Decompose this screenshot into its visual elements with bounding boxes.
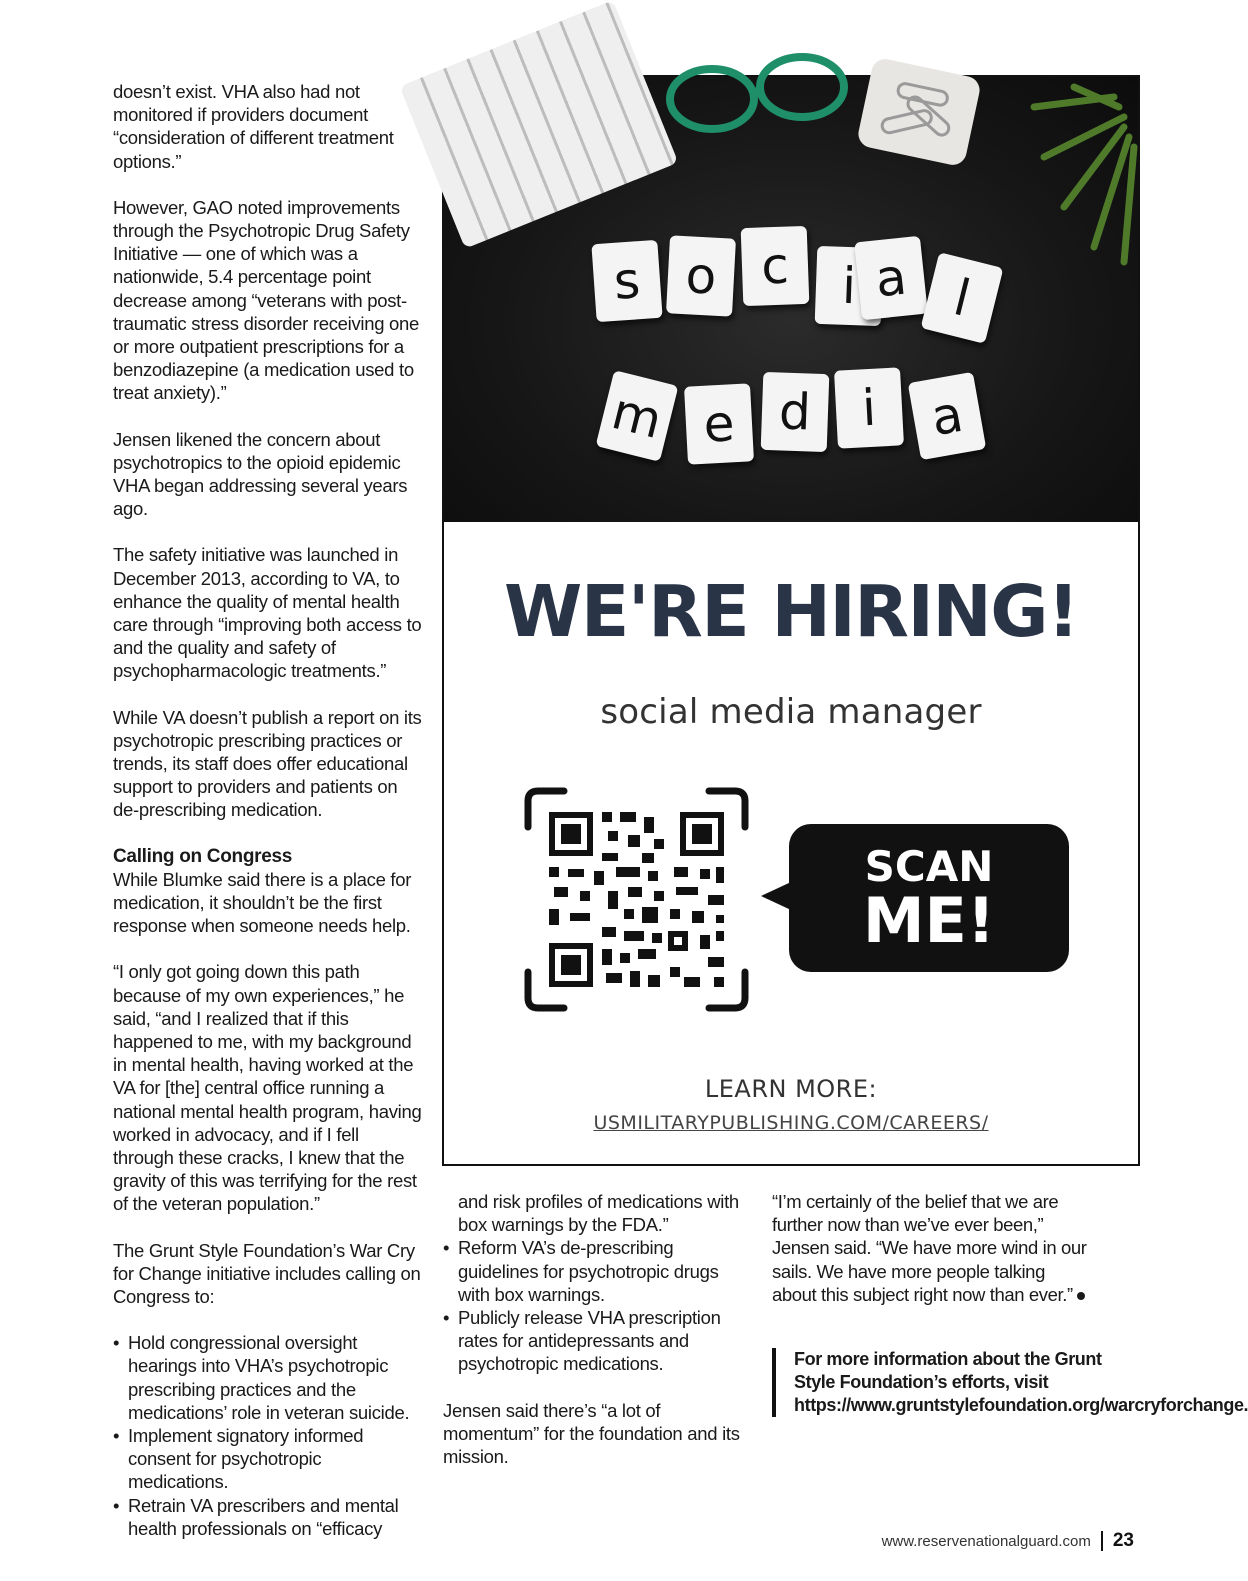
paragraph: While Blumke said there is a place for medication, it shouldn’t be the first response when someone needs help.: [113, 868, 412, 937]
left-column: [113, 80, 423, 1540]
bullet-list: [113, 1331, 423, 1540]
paperclip-icon: [856, 57, 982, 168]
list-item: • Reform VA’s de-prescribing guidelines for psychotropic drugs with box warnings.: [443, 1236, 753, 1306]
end-of-article-icon: [1077, 1292, 1085, 1300]
letter-tile: e: [684, 383, 754, 464]
qr-code[interactable]: [524, 787, 749, 1012]
middle-column: [443, 1190, 753, 1491]
bullet-continuation: and risk profiles of medications with box warnings by the FDA.”: [458, 1191, 739, 1236]
quote-text: “I’m certainly of the belief that we are further now than we’ve ever been,” Jensen said. “We have more wind in our sails. We have more people talking about this subject right now than ever.”: [772, 1191, 1087, 1305]
me-label: ME!: [862, 884, 996, 957]
list-item: • Implement signatory informed consent for psychotropic medications.: [113, 1424, 423, 1494]
paragraph: Jensen said there’s “a lot of momentum” for the foundation and its mission.: [443, 1399, 740, 1468]
qr-code-icon: [524, 787, 749, 1012]
social-media-photo: [444, 77, 1138, 522]
list-item: • Retrain VA prescribers and mental health professionals on “efficacy: [113, 1494, 423, 1540]
letter-tile: i: [815, 246, 884, 326]
footer-website[interactable]: www.reservenationalguard.com: [881, 1532, 1091, 1550]
bullet-list: [443, 1236, 753, 1375]
letter-tile: c: [741, 226, 810, 306]
paragraph: The safety initiative was launched in December 2013, according to VA, to enhance the quality of mental health care through “improving both access to and the quality and safety of psychopharmacologic treatments.”: [113, 544, 422, 682]
hiring-headline: WE'RE HIRING!: [504, 570, 1078, 653]
plant-icon: [1004, 77, 1138, 267]
ad-content: [444, 522, 1138, 1164]
job-role: social media manager: [600, 692, 982, 732]
paragraph: The Grunt Style Foundation’s War Cry for Change initiative includes calling on Congress to:: [113, 1239, 421, 1307]
list-item: • Hold congressional oversight hearings into VHA’s psychotropic prescribing practices and the medications’ role in veteran suicide.: [113, 1331, 423, 1424]
letter-tile: d: [761, 372, 830, 452]
right-column: [772, 1190, 1092, 1306]
careers-link[interactable]: USMILITARYPUBLISHING.COM/CAREERS/: [593, 1112, 989, 1134]
paragraph: doesn’t exist. VHA also had not monitored if providers document “consideration of different treatment options.”: [113, 81, 394, 172]
list-item: • Publicly release VHA prescription rates for antidepressants and psychotropic medications.: [443, 1306, 753, 1376]
letter-tile: l: [921, 252, 1004, 344]
scan-label: SCAN: [864, 842, 994, 891]
scan-me-bubble: [789, 824, 1069, 972]
letter-tile: o: [666, 235, 736, 316]
paragraph: While VA doesn’t publish a report on its psychotropic prescribing practices or trends, its staff does offer educational support to providers and patients on de-prescribing medication.: [113, 706, 422, 821]
letter-tile: i: [834, 367, 904, 448]
learn-more-label: LEARN MORE:: [704, 1075, 878, 1103]
more-info-callout[interactable]: For more information about the Grunt Style Foundation’s efforts, visit https://www.gruntstylefoundation.org/warcryforchange.: [772, 1348, 1114, 1417]
paragraph: Jensen likened the concern about psychotropics to the opioid epidemic VHA began addressing several years ago.: [113, 428, 408, 520]
letter-tile: s: [591, 240, 662, 322]
page-footer: [882, 1530, 1134, 1552]
keyboard-illustration: [400, 0, 679, 248]
paragraph: “I only got going down this path because of my own experiences,” he said, “and I realized that if this happened to me, with my background in mental health, having worked at the VA for [the] central office running a national mental health program, having worked in advocacy, and if I fell through these cracks, I knew that the gravity of this was terrifying for the rest of the veteran population.”: [113, 961, 422, 1215]
page-number: 23: [1112, 1530, 1134, 1551]
letter-tile: a: [854, 236, 928, 320]
hiring-advertisement: [442, 75, 1140, 1166]
letter-tile: m: [596, 370, 679, 462]
paragraph: However, GAO noted improvements through the Psychotropic Drug Safety Initiative — one of which was a nationwide, 5.4 percentage point decrease among “veterans with post-traumatic stress disorder receiving one or more outpatient prescriptions for a benzodiazepine (a medication used to treat anxiety).”: [113, 196, 420, 404]
paperclip-dish: [856, 57, 982, 168]
letter-tile: a: [908, 372, 987, 460]
footer-divider: [1101, 1531, 1103, 1551]
section-heading: Calling on Congress: [113, 845, 293, 867]
glasses-icon: [662, 59, 852, 139]
closing-quote: [772, 1190, 1092, 1306]
